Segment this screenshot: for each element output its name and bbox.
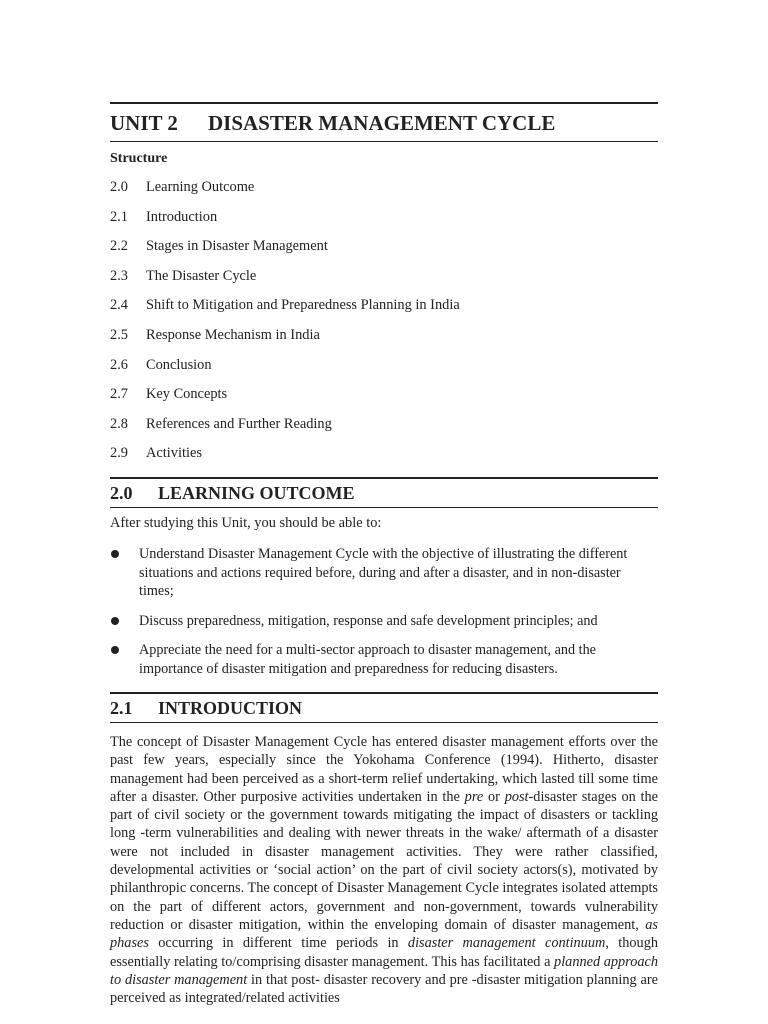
paragraph-text: The concept of Disaster Management Cycle has entered disaster management efforts over the past few years, especially since the Yokohama Conference (1994). Hitherto, disaster management had been perceived as a short-term relief undertaking, which lasted till some time after a disaster. Other purposive activities undertaken in the [110,734,658,805]
unit-title-text: DISASTER MANAGEMENT CYCLE [208,111,556,135]
list-item-text: Appreciate the need for a multi-sector approach to disaster management, and the importance of disaster mitigation and preparedness for reducing disasters. [139,642,596,677]
emphasis-text: pre [464,788,484,805]
paragraph-text: occurring in different time periods in [148,935,408,952]
bullet-icon [111,646,119,654]
section-top-rule [110,477,658,479]
toc-number: 2.1 [110,208,128,225]
bullet-icon [111,550,119,558]
bullet-icon [111,617,119,625]
section-title [110,698,658,719]
list-item-text: Understand Disaster Management Cycle with the objective of illustrating the different situations and actions required before, during and after a disaster, and in non-disaster times; [139,546,628,599]
list-item [110,612,658,631]
toc-item [110,295,658,325]
toc-text: Shift to Mitigation and Preparedness Planning in India [146,297,460,314]
emphasis-text: as phases [110,916,658,952]
emphasis-text: post [504,788,529,805]
toc-item [110,443,658,473]
section-number: 2.1 [110,698,133,718]
list-item-text: Discuss preparedness, mitigation, response and safe development principles; and [139,612,598,629]
toc-text: Conclusion [146,356,212,373]
paragraph-text: or [483,788,505,805]
toc-number: 2.0 [110,179,128,195]
toc-item [110,236,658,266]
toc-item [110,325,658,355]
section-number: 2.0 [110,483,133,503]
paragraph-text: in that post- disaster recovery and pre -disaster mitigation planning are perceived as integrated/related activities [110,971,658,1007]
emphasis-text: planned approach to disaster management [110,953,658,988]
toc-text: Stages in Disaster Management [146,238,328,255]
section-underline [110,507,658,508]
toc-number: 2.8 [110,415,128,432]
toc-number: 2.3 [110,267,128,284]
toc-item [110,355,658,385]
section-top-rule [110,692,658,694]
paragraph-text: -disaster stages on the part of civil society or the government towards mitigating the impact of disasters or tackling long -term vulnerabilities and dealing with newer threats in the wake/ aftermath of a disaster were not included in disaster management activities. They were rather classified, developmental activities or ‘social action’ on the part of civil society actors(s), motivated by philanthropic concerns. The concept of Disaster Management Cycle integrates isolated attempts on the part of different actors, government and non-government, towards vulnerability reduction or disaster mitigation, within the enveloping domain of disaster management, [110,788,659,933]
introduction-heading [110,692,658,723]
toc-text: Introduction [146,208,218,225]
toc-number: 2.9 [110,445,128,462]
toc-text: Learning Outcome [146,179,255,195]
learning-outcome-heading [110,477,658,508]
section-title-text: INTRODUCTION [158,698,303,718]
section-title-text: LEARNING OUTCOME [158,483,355,503]
learning-outcome-intro: After studying this Unit, you should be able to: [110,515,382,531]
toc-item [110,207,658,237]
section-title [110,483,658,504]
list-item [110,545,658,601]
unit-number: UNIT 2 [110,111,178,135]
toc-number: 2.7 [110,386,128,403]
list-item [110,641,658,678]
top-rule [110,102,658,104]
toc-number: 2.6 [110,356,128,373]
learning-outcome-list [110,545,658,689]
paragraph-text: , though essentially relating to/comprising disaster management. This has facilitated a [110,935,658,970]
unit-heading [110,102,658,142]
toc-number: 2.2 [110,238,128,255]
toc-text: Response Mechanism in India [146,326,320,343]
structure-label: Structure [110,151,168,166]
introduction-paragraph [110,733,658,1007]
toc-item [110,266,658,296]
emphasis-text: disaster management continuum [407,935,606,952]
toc-text: The Disaster Cycle [146,267,257,284]
toc-number: 2.4 [110,297,128,314]
unit-title [110,111,658,136]
toc-text: Key Concepts [146,386,228,403]
toc-item [110,414,658,444]
unit-underline [110,141,658,142]
section-underline [110,722,658,723]
toc-text: References and Further Reading [146,415,332,432]
toc-item [110,384,658,414]
toc-text: Activities [146,445,202,462]
toc-item [110,177,658,207]
toc-number: 2.5 [110,326,128,343]
structure-list [110,177,658,473]
